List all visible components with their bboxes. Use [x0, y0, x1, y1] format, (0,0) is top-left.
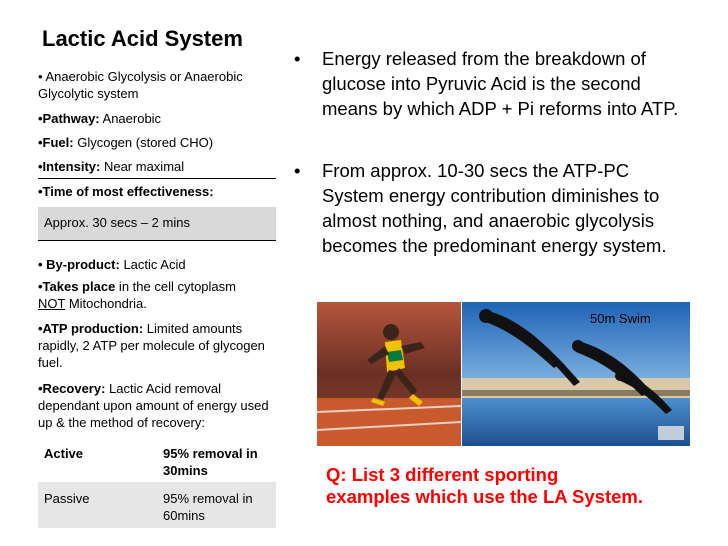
intensity-label: •Intensity:	[38, 159, 101, 174]
bullet-dot: •	[294, 48, 301, 69]
effectiveness-box	[38, 207, 276, 240]
pathway-label: •Pathway:	[38, 111, 100, 126]
recovery-value: Lactic Acid removal dependant upon amount of energy used up & the method of recovery:	[38, 381, 269, 430]
recovery-removal: 95% removal in 60mins	[163, 491, 253, 523]
recovery-label: •Recovery:	[38, 381, 106, 396]
swim-caption: 50m Swim	[590, 311, 651, 326]
takes-place-label: •Takes place	[38, 279, 116, 294]
mitochondria-text: Mitochondria.	[65, 296, 147, 311]
system-type-text: • Anaerobic Glycolysis or Anaerobic Glycolytic system	[38, 69, 243, 101]
recovery-removal: 95% removal in 30mins	[163, 446, 258, 478]
question-text: Q: List 3 different sporting examples which use the LA System.	[326, 464, 644, 507]
divider	[38, 240, 276, 241]
intensity-line	[38, 158, 274, 175]
byproduct-line	[38, 256, 274, 273]
effectiveness-label: •Time of most effectiveness:	[38, 184, 214, 199]
sprinter-photo	[317, 302, 461, 446]
table-row	[38, 440, 276, 482]
recovery-method: Active	[44, 446, 84, 461]
byproduct-label: • By-product:	[38, 257, 120, 272]
atp-line	[38, 320, 274, 371]
fuel-line	[38, 134, 274, 151]
takes-place-line	[38, 278, 274, 312]
bullet-dot: •	[294, 160, 301, 181]
bullet-text: Energy released from the breakdown of glucose into Pyruvic Acid is the second means by which ADP + Pi reforms into ATP.	[322, 48, 679, 119]
fuel-value: Glycogen (stored CHO)	[73, 135, 214, 150]
takes-place-value: in the cell cytoplasm	[115, 279, 236, 294]
pathway-value: Anaerobic	[99, 111, 162, 126]
bullet-text: From approx. 10-30 secs the ATP-PC System energy contribution diminishes to almost nothing, and anaerobic glycolysis becomes the predominant energy system.	[322, 160, 667, 256]
atp-label: •ATP production:	[38, 321, 144, 336]
recovery-line	[38, 380, 274, 431]
effectiveness-value: Approx. 30 secs – 2 mins	[44, 215, 190, 230]
intensity-value: Near maximal	[100, 159, 185, 174]
byproduct-value: Lactic Acid	[119, 257, 186, 272]
effectiveness-line	[38, 183, 274, 200]
divider	[38, 178, 276, 179]
atp-value: Limited amounts rapidly, 2 ATP per molecule of glycogen fuel.	[38, 321, 265, 370]
table-row	[38, 482, 276, 528]
pathway-line	[38, 110, 274, 127]
fuel-label: •Fuel:	[38, 135, 74, 150]
recovery-method: Passive	[44, 491, 90, 506]
swimmers-photo	[462, 302, 690, 446]
not-word: NOT	[38, 296, 66, 311]
slide-title: Lactic Acid System	[42, 26, 243, 51]
